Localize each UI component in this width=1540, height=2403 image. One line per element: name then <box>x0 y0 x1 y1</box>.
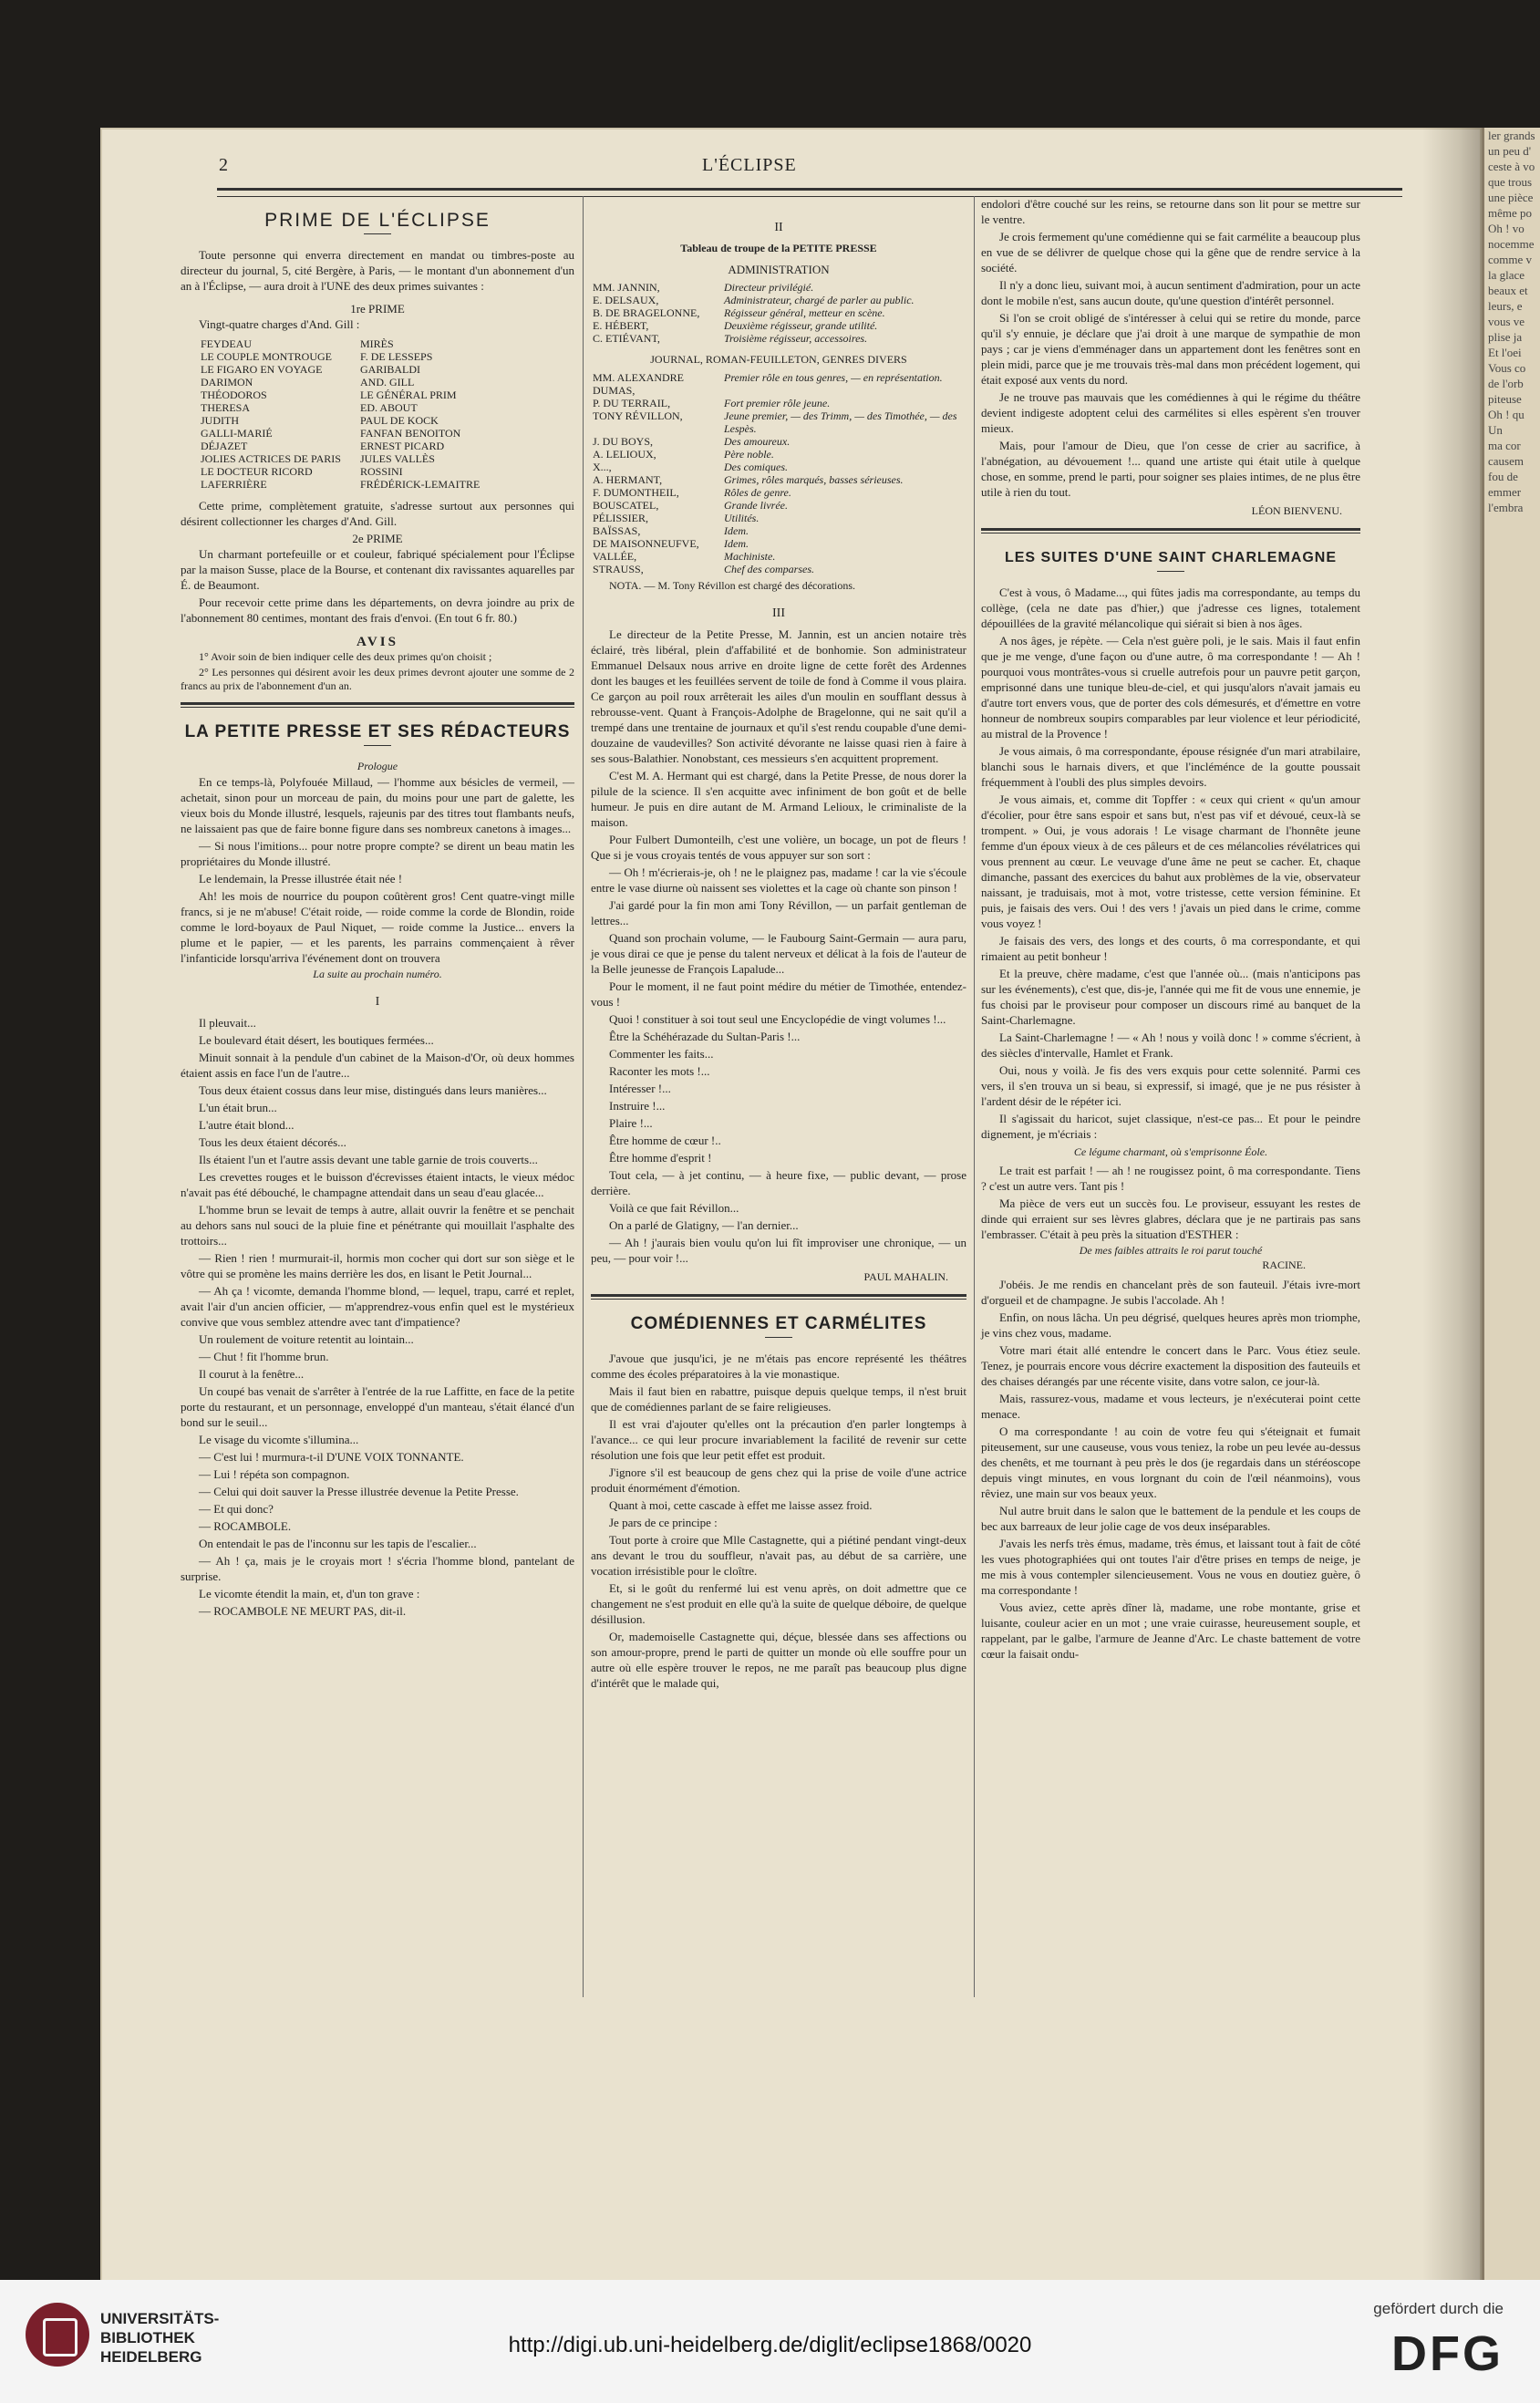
para: C'est M. A. Hermant qui est chargé, dans la Petite Presse, de nous dorer la pilule de la science. Il s'en acquitte avec infiniment de bon goût et de belle humeur. Je puis en dire autant de M. Armand Lelioux, le criminaliste de la maison. <box>591 769 966 829</box>
caricature-name: JUDITH <box>201 414 239 427</box>
verse-line: Être homme de cœur !.. <box>609 1134 721 1147</box>
para: Or, mademoiselle Castagnette qui, déçue, blessée dans ses affections ou son amour-propre, prend le parti de quitter un monde où elle souffre pour un autre où elle espère trouver le repos, ne me paraît pas beaucoup plus digne d'intérêt que le malade qui, <box>591 1630 966 1690</box>
caricature-name: DÉJAZET <box>201 440 248 452</box>
story-line: — ROCAMBOLE NE MEURT PAS, dit-il. <box>199 1604 407 1618</box>
cast-role: Directeur privilégié. <box>724 281 814 294</box>
caricature-name: JOLIES ACTRICES DE PARIS <box>201 452 341 465</box>
caricature-name: GARIBALDI <box>360 363 420 376</box>
neighbor-text: ma cor <box>1488 439 1521 452</box>
prologue-p3: Le lendemain, la Presse illustrée était née ! <box>199 872 403 886</box>
story-line: L'un était brun... <box>199 1101 277 1114</box>
cast-name: TONY RÉVILLON, <box>593 409 683 422</box>
caricature-name: ERNEST PICARD <box>360 440 445 452</box>
column-rule <box>974 196 975 1997</box>
para: Nul autre bruit dans le salon que le battement de la pendule et les coups de bec aux barreaux de leur jolie cage de vos deux inséparables. <box>981 1504 1360 1533</box>
chapter-number: II <box>774 221 783 234</box>
para: Je crois fermement qu'une comédienne qui se fait carmélite a beaucoup plus en vue de se délivrer de quelque chose qui la gêne que de rendre service à la société. <box>981 230 1360 274</box>
para: Tout cela, — à jet continu, — à heure fixe, — public devant, — prose derrière. <box>591 1168 966 1197</box>
para: Si l'on se croit obligé de s'intéresser à celui qui se retire du monde, parce qu'il s'y ennuie, je déclare que j'ai droit à une marque de sympathie de mon pays ; car je viens d'emménager dans un appartement dont les fenêtres sont en plein midi, parce que je me trouvais très-mal dans mon précédent logement, qui était exposé aux vents du nord. <box>981 311 1360 387</box>
cast-role: Chef des comparses. <box>724 563 814 575</box>
cast-name: MM. ALEXANDRE DUMAS, <box>593 371 685 397</box>
neighbor-text: que trous <box>1488 175 1533 189</box>
section-rule <box>181 707 574 708</box>
cast-role: Idem. <box>724 537 749 550</box>
para: Je pars de ce principe : <box>609 1516 718 1529</box>
neighbor-text: un peu d' <box>1488 144 1532 158</box>
chapter-number: I <box>375 995 380 1009</box>
cast-role: Grimes, rôles marqués, basses sérieuses. <box>724 473 904 486</box>
cast-name: BOUSCATEL, <box>593 499 659 512</box>
cast-row <box>591 550 966 563</box>
cast-name: P. DU TERRAIL, <box>593 397 671 409</box>
story-line: Tous deux étaient cossus dans leur mise, distingués dans leurs manières... <box>199 1083 547 1097</box>
binding-shadow <box>1422 128 1484 2280</box>
para: Le directeur de la Petite Presse, M. Jannin, est un ancien notaire très éclairé, très libéral, plein d'affabilité et de bonhomie. Son administrateur Emmanuel Delsaux nous arrive en droite ligne de cette forêt des Ardennes dont les bauges et les feuillées servent de toile de fond à Comme il vous plaira. Ce garçon au poil roux arrêterait les ailes d'un moulin en soufflant dessus à rebrousse-vent. Quant à François-Adolphe de Bragelonne, qui ne sait qu'il a trempé dans une trentaine de journaux et qu'il s'est rendu coupable d'une demi-douzaine de vaudevilles? Son activité dévorante ne laisse quasi rien à faire à ses sous-Balathier. Nonobstant, ces messieurs s'en acquittent proprement. <box>591 627 966 765</box>
cast-name: MM. JANNIN, <box>593 281 660 294</box>
para: Ma pièce de vers eut un succès fou. Le proviseur, essuyant les restes de dinde qui erraient sur ses lèvres glabres, déclara que je ne partirais pas sans l'embrasser. C'était à peu près la situation d'ESTHER : <box>981 1196 1360 1241</box>
verse-line: Plaire !... <box>609 1116 653 1130</box>
suites-title: LES SUITES D'UNE SAINT CHARLEMAGNE <box>1004 550 1338 565</box>
para: Pour Fulbert Dumonteilh, c'est une volière, un bocage, un pot de fleurs ! Que si je vous croyais tentés de vous appuyer sur son sort : <box>591 833 966 862</box>
neighbor-text: de l'orb <box>1488 377 1524 390</box>
cast-name: A. LELIOUX, <box>593 448 656 461</box>
caricature-name: GALLI-MARIÉ <box>201 427 273 440</box>
story-line: Tous les deux étaient décorés... <box>199 1135 346 1149</box>
neighbor-text: Un <box>1488 423 1503 437</box>
neighbor-text: piteuse <box>1488 392 1522 406</box>
story-line: — Chut ! fit l'homme brun. <box>199 1350 329 1363</box>
caricature-name: FEYDEAU <box>201 337 252 350</box>
para: On a parlé de Glatigny, — l'an dernier... <box>609 1218 799 1232</box>
neighbor-text: nocemme <box>1488 237 1535 251</box>
para: Quand son prochain volume, — le Faubourg Saint-Germain — aura paru, je vous dirai ce que je pense du talent nerveux et délicat à la fois de l'auteur de la Belle jeunesse de François Lapalude... <box>591 931 966 976</box>
cast-name: C. ETIÉVANT, <box>593 332 660 345</box>
caricature-names <box>201 337 574 491</box>
caricature-name: FANFAN BENOITON <box>360 427 461 440</box>
cast-role: Père noble. <box>724 448 774 461</box>
chapter-number: III <box>772 606 785 620</box>
prologue-p1: En ce temps-là, Polyfouée Millaud, — l'homme aux bésicles de vermeil, — achetait, sinon pour un morceau de pain, du moins pour une part de galette, les vieux bois du Monde illustré, lesquels, rajeunis par des titres tout flambants neufs, ne laissaient pas que de faire bonne figure dans ses nombreux canetons à images... <box>181 775 574 835</box>
para: Il s'agissait du haricot, sujet classique, n'est-ce pas... Et pour le peindre dignement, je m'écriais : <box>981 1112 1360 1141</box>
para: Et, si le goût du renfermé lui est venu après, on doit admettre que ce changement ne s'est produit en elle qu'à la suite de quelque déboire, de quelque désillusion. <box>591 1581 966 1626</box>
names-right <box>360 337 520 491</box>
verse-line: Être homme d'esprit ! <box>609 1151 712 1165</box>
section-rule <box>181 702 574 705</box>
divider <box>765 1337 792 1338</box>
caricature-name: JULES VALLÈS <box>360 452 435 465</box>
column-3 <box>981 196 1360 1663</box>
para: J'ai gardé pour la fin mon ami Tony Révillon, — un parfait gentleman de lettres... <box>591 898 966 927</box>
cast-name: X..., <box>593 461 612 473</box>
funding-note: gefördert durch die <box>1373 2300 1504 2317</box>
story-line: Il pleuvait... <box>199 1016 256 1030</box>
verse-line: Instruire !... <box>609 1099 666 1113</box>
story-line: L'homme brun se levait de temps à autre, allait ouvrir la fenêtre et se penchait au dehors sans nul souci de la pluie fine et pénétrante qui mouillait l'asphalte des trottoirs... <box>181 1203 574 1248</box>
para: Tout porte à croire que Mlle Castagnette, qui a piétiné pendant vingt-deux ans devant le trou du souffleur, n'avait pas, au début de sa carrière, une vocation irrésistible pour le cloître. <box>591 1533 966 1578</box>
para: Je ne trouve pas mauvais que les comédiennes à qui le régime du théâtre devient indigeste adoptent celui des carmélites si elles espèrent s'en trouver mieux. <box>981 390 1360 435</box>
neighbor-text: Et l'oei <box>1488 346 1522 359</box>
para: J'obéis. Je me rendis en chancelant près de son fauteuil. J'étais ivre-mort d'orgueil et de champagne. Je subis l'accolade. Ah ! <box>981 1278 1360 1307</box>
story-line: Le visage du vicomte s'illumina... <box>199 1433 359 1446</box>
story-line: L'autre était blond... <box>199 1118 295 1132</box>
neighbor-text: une pièce <box>1488 191 1534 204</box>
story-line: — ROCAMBOLE. <box>199 1519 292 1533</box>
caricature-name: THÉODOROS <box>201 388 267 401</box>
admin-table <box>591 281 966 345</box>
cast-row <box>591 371 966 397</box>
divider <box>1157 571 1184 572</box>
cast-role: Machiniste. <box>724 550 776 563</box>
neighbor-text: leurs, e <box>1488 299 1523 313</box>
story-line: — Et qui donc? <box>199 1502 274 1516</box>
cast-role: Des amoureux. <box>724 435 791 448</box>
cast-name: STRAUSS, <box>593 563 644 575</box>
cast-role: Troisième régisseur, accessoires. <box>724 332 868 345</box>
viewer-footer <box>0 2280 1540 2403</box>
library-name: UNIVERSITÄTS- BIBLIOTHEK HEIDELBERG <box>100 2310 220 2366</box>
author-signature: LÉON BIENVENU. <box>1251 504 1342 517</box>
prologue-heading: Prologue <box>357 760 398 772</box>
neighbor-text: beaux et <box>1488 284 1528 297</box>
page-number: 2 <box>219 155 228 175</box>
cast-row <box>591 524 966 537</box>
verse-attribution: RACINE. <box>1262 1258 1306 1271</box>
cast-role: Premier rôle en tous genres, — en représentation. <box>724 371 943 384</box>
para: Il n'y a donc lieu, suivant moi, à aucun sentiment d'admiration, pour un acte dont le mobile n'est, sans aucun doute, qu'une question d'intérêt personnel. <box>981 278 1360 307</box>
tableau-title: Tableau de troupe de la PETITE PRESSE <box>680 242 877 254</box>
caricature-name: F. DE LESSEPS <box>360 350 433 363</box>
cast-name: A. HERMANT, <box>593 473 663 486</box>
para: Je faisais des vers, des longs et des courts, ô ma correspondante, et qui rimaient au petit bonheur ! <box>981 934 1360 963</box>
para: Mais il faut bien en rabattre, puisque depuis quelque temps, il n'est bruit que de comédiennes parlant de se faire religieuses. <box>591 1384 966 1414</box>
story-line: Le vicomte étendit la main, et, d'un ton grave : <box>199 1587 420 1600</box>
caricature-name: FRÉDÉRICK-LEMAITRE <box>360 478 481 491</box>
cast-row <box>591 448 966 461</box>
prime1-intro: Vingt-quatre charges d'And. Gill : <box>199 317 360 331</box>
para: Mais, rassurez-vous, madame et vous lecteurs, je n'exécuterai point cette menace. <box>981 1392 1360 1421</box>
section-rule <box>591 1294 966 1297</box>
para: J'ignore s'il est beaucoup de gens chez qui la prise de voile d'une actrice produit énormément d'émotion. <box>591 1466 966 1495</box>
divider <box>364 745 391 746</box>
para: Quoi ! constituer à soi tout seul une Encyclopédie de vingt volumes !... <box>609 1012 946 1026</box>
neighbor-text: ceste à vo <box>1488 160 1535 173</box>
journal-title: L'ÉCLIPSE <box>702 155 797 175</box>
cast-table <box>591 371 966 575</box>
avis-1: 1° Avoir soin de bien indiquer celle des deux primes qu'on choisit ; <box>199 650 492 663</box>
verse-line: Raconter les mots !... <box>609 1064 710 1078</box>
cast-role: Idem. <box>724 524 749 537</box>
para: J'avoue que jusqu'ici, je ne m'étais pas encore représenté les théâtres comme des écoles préparatoires à la vie monastique. <box>591 1352 966 1381</box>
para: C'est à vous, ô Madame..., qui fûtes jadis ma correspondante, au temps du collège, (cela ne date pas d'hier,) que j'adresse ces lignes, totalement dépouillées de la gravité mélancolique qui siérait si bien à nos âges. <box>981 585 1360 630</box>
story-line: — Ah ça ! vicomte, demanda l'homme blond, — lequel, trapu, carré et replet, avait l'air d'un ancien officier, — m'apprendrez-vous enfin quel est le mystérieux convive que vous semblez attendre avec tant d'impatience? <box>181 1284 574 1329</box>
para: — Oh ! m'écrierais-je, oh ! ne le plaignez pas, madame ! car la vie s'écoule entre le vase diurne où naissent ses violettes et la cage où chante son pinson ! <box>591 865 966 895</box>
prime1-head: 1re PRIME <box>350 302 405 316</box>
story-line: Les crevettes rouges et le buisson d'écrevisses étaient intacts, le vieux médoc n'avait pas été débouché, le champagne attendait dans un seau d'eau glacée... <box>181 1170 574 1199</box>
para: — Ah ! j'aurais bien voulu qu'on lui fît improviser une chronique, — un peu, — pour voir !... <box>591 1236 966 1265</box>
comediennes-title: COMÉDIENNES ET CARMÉLITES <box>630 1314 927 1333</box>
cast-name: VALLÉE, <box>593 550 637 563</box>
neighbor-text: Oh ! vo <box>1488 222 1524 235</box>
caricature-name: LE FIGARO EN VOYAGE <box>201 363 323 376</box>
petite-presse-title: LA PETITE PRESSE ET SES RÉDACTEURS <box>184 722 571 741</box>
para: Vous aviez, cette après dîner là, madame, une robe montante, grise et luisante, couleur acier en un mot ; une vraie cuirasse, heureusement souple, et rappelant, par le galbe, l'armure de Jeanne d'Arc. Le chaste battement de votre cœur la faisait ondu- <box>981 1600 1360 1661</box>
para: Pour le moment, il ne faut point médire du métier de Timothée, entendez-vous ! <box>591 979 966 1009</box>
verse-line: Intéresser !... <box>609 1082 671 1095</box>
neighbor-text: causem <box>1488 454 1524 468</box>
cast-row <box>591 486 966 499</box>
story-line: On entendait le pas de l'inconnu sur les tapis de l'escalier... <box>199 1537 477 1550</box>
prime2-text2: Pour recevoir cette prime dans les départements, on devra joindre au prix de l'abonnement 80 centimes, montant des frais d'envoi. (En tout 6 fr. 80.) <box>181 596 574 625</box>
neighbor-text: la glace <box>1488 268 1525 282</box>
story-line: — Lui ! répéta son compagnon. <box>199 1467 350 1481</box>
avis-title: AVIS <box>357 635 398 649</box>
para: Votre mari était allé entendre le concert dans le Parc. Vous étiez seule. Tenez, je pourrais encore vous décrire exactement la disposition des fauteuils et des chaises dérangés par une récente visite, dans votre salon, ce jour-là. <box>981 1343 1360 1388</box>
section-rule <box>591 1299 966 1300</box>
prime-title: PRIME DE L'ÉCLIPSE <box>264 210 491 231</box>
caricature-name: THERESA <box>201 401 250 414</box>
prologue-p4: Ah! les mois de nourrice du poupon coûtèrent gros! Cent quatre-vingt mille francs, si je ne m'abuse! C'était roide, — roide comme la corde de Blondin, roide comme le lord-boyaux de Paul Niquet, — roide comme la Justice... envers la plume et le papier, — et les parents, les parrains commençaient à rêver l'infanticide lorsqu'arriva l'événement dont on trouvera <box>181 889 574 965</box>
nota: NOTA. — M. Tony Révillon est chargé des décorations. <box>609 579 856 592</box>
prime2-head: 2e PRIME <box>352 532 403 545</box>
verse-line: Être la Schéhérazade du Sultan-Paris !... <box>609 1030 801 1043</box>
para: Oui, nous y voilà. Je fis des vers exquis pour cette solennité. Parmi ces vers, il s'en trouva un si beau, si expressif, si imagé, que je ne pus résister à l'ardent désir de le répéter ici. <box>981 1063 1360 1108</box>
para: Voilà ce que fait Révillon... <box>609 1201 739 1215</box>
caricature-name: AND. GILL <box>360 376 415 388</box>
verse-quote: De mes faibles attraits le roi parut touché <box>1079 1244 1263 1257</box>
column-1 <box>181 196 574 1621</box>
para: Il est vrai d'ajouter qu'elles ont la précaution d'en parler longtemps à l'avance... ce qui leur procure invariablement la facilité de revenir sur cette résolution une fois que leur petit effet est produit. <box>591 1417 966 1462</box>
cast-name: J. DU BOYS, <box>593 435 654 448</box>
column-rule <box>583 196 584 1997</box>
story-line: Minuit sonnait à la pendule d'un cabinet de la Maison-d'Or, où deux hommes étaient assis en face l'un de l'autre... <box>181 1051 574 1080</box>
para: endolori d'être couché sur les reins, se retourne dans son lit pour se mettre sur le ventre. <box>981 197 1360 226</box>
para: O ma correspondante ! au coin de votre feu qui s'éteignait et fumait piteusement, sur une causeuse, vous vous teniez, la robe un peu levée au-dessus des chenêts, et me tournant à peu près le dos (je regardais dans un stéréoscope depuis vingt minutes, en vous lorgnant du coin de l'œil néanmoins), vous rêviez, une main sur vos beaux yeux. <box>981 1424 1360 1500</box>
adjacent-page-edge <box>1482 128 1540 2280</box>
cast-role: Rôles de genre. <box>724 486 791 499</box>
page-header <box>219 155 1404 182</box>
neighbor-text: Vous co <box>1488 361 1526 375</box>
neighbor-text: ler grands <box>1488 129 1535 142</box>
para: Je vous aimais, et, comme dit Topffer : « ceux qui crient « qu'un amour d'écolier, pour être sans espoir et sans but, n'est pas vif et dévoué, ceux-là se trompent. » Oui, je vous adorais ! Le visage charmant de l'honnête jeune femme d'un époux vieux à de ces pâleurs et de ces mélancolies révélatrices qui vous prennent au cœur. Le veuvage d'une âme ne peut se cacher. Et, chaque dimanche, passant des exercices du bahut aux problèmes de la vie, observateur naissant, je traduisais, mot à mot, votre tristesse, cette version féminine. Et puis, je faisais des vers. Oui ! des vers ! j'avais un pied dans le crime, comme vous voyez ! <box>981 792 1360 930</box>
prime1-text: Cette prime, complètement gratuite, s'adresse surtout aux personnes qui désirent collectionner les charges d'And. Gill. <box>181 499 574 528</box>
cast-role: Fort premier rôle jeune. <box>724 397 831 409</box>
source-url[interactable]: http://digi.ub.uni-heidelberg.de/diglit/eclipse1868/0020 <box>508 2333 1032 2357</box>
cast-row <box>591 563 966 575</box>
section-rule <box>981 528 1360 531</box>
neighbor-text: plise ja <box>1488 330 1523 344</box>
story-line: — Rien ! rien ! murmurait-il, hormis mon cocher qui dort sur son siège et le vôtre qui se promène les mains derrière les dos, en lisant le Petit Journal... <box>181 1251 574 1280</box>
neighbor-text: vous ve <box>1488 315 1525 328</box>
cast-row <box>591 409 966 435</box>
admin-heading: ADMINISTRATION <box>728 263 830 276</box>
cast-role: Deuxième régisseur, grande utilité. <box>724 319 878 332</box>
caricature-name: LAFERRIÈRE <box>201 478 267 491</box>
cast-row <box>591 332 966 345</box>
story-line: Le boulevard était désert, les boutiques fermées... <box>199 1033 434 1047</box>
prime2-text: Un charmant portefeuille or et couleur, fabriqué spécialement pour l'Éclipse par la maison Susse, place de la Bourse, et contenant dix ravissantes aquarelles par É. de Beaumont. <box>181 547 574 592</box>
cast-row <box>591 461 966 473</box>
para: Quant à moi, cette cascade à effet me laisse assez froid. <box>609 1498 873 1512</box>
cast-name: F. DUMONTHEIL, <box>593 486 679 499</box>
names-left <box>201 337 360 491</box>
cast-role: Jeune premier, — des Trimm, — des Timothée, — des Lespès. <box>724 409 957 435</box>
para: La Saint-Charlemagne ! — « Ah ! nous y voilà donc ! » comme s'écrient, à des siècles d'intervalle, Hamlet et Frank. <box>981 1031 1360 1060</box>
story-line: Il courut à la fenêtre... <box>199 1367 305 1381</box>
cast-name: PÉLISSIER, <box>593 512 649 524</box>
cast-row <box>591 319 966 332</box>
cast-row <box>591 537 966 550</box>
cast-row <box>591 435 966 448</box>
prologue-suite: La suite au prochain numéro. <box>313 968 442 980</box>
caricature-name: ROSSINI <box>360 465 403 478</box>
story-line: — C'est lui ! murmura-t-il D'UNE VOIX TONNANTE. <box>199 1450 464 1464</box>
cast-row <box>591 499 966 512</box>
column-2 <box>591 196 966 1693</box>
cast-name: E. HÉBERT, <box>593 319 649 332</box>
prime-intro: Toute personne qui enverra directement en mandat ou timbres-poste au directeur du journal, 5, cité Bergère, à Paris, — le montant d'un abonnement d'un an à l'Éclipse, — aura droit à l'UNE des deux primes suivantes : <box>181 248 574 293</box>
prologue-p2: — Si nous l'imitions... pour notre propre compte? se dirent un beau matin les propriétaires du Monde illustré. <box>181 839 574 868</box>
cast-row <box>591 294 966 306</box>
caricature-name: ED. ABOUT <box>360 401 418 414</box>
story-line: Un roulement de voiture retentit au lointain... <box>199 1332 414 1346</box>
neighbor-text: fou de <box>1488 470 1518 483</box>
verse-quote: Ce légume charmant, où s'emprisonne Éole. <box>1073 1145 1268 1158</box>
caricature-name: LE GÉNÉRAL PRIM <box>360 388 457 401</box>
neighbor-text: Oh ! qu <box>1488 408 1524 421</box>
neighbor-text: l'embra <box>1488 501 1524 514</box>
cast-role: Régisseur général, metteur en scène. <box>724 306 885 319</box>
cast-role: Des comiques. <box>724 461 788 473</box>
cast-name: B. DE BRAGELONNE, <box>593 306 700 319</box>
cast-role: Grande livrée. <box>724 499 788 512</box>
neighbor-text: comme v <box>1488 253 1533 266</box>
caricature-name: LE DOCTEUR RICORD <box>201 465 313 478</box>
dfg-logo: DFG <box>1391 2326 1504 2381</box>
story-line: Ils étaient l'un et l'autre assis devant une table garnie de trois couverts... <box>199 1153 538 1166</box>
neighbor-text: emmer <box>1488 485 1522 499</box>
caricature-name: DARIMON <box>201 376 253 388</box>
cast-row <box>591 473 966 486</box>
divider <box>364 233 391 234</box>
cast-role: Utilités. <box>724 512 760 524</box>
para: Mais, pour l'amour de Dieu, que l'on cesse de crier au sacrifice, à l'abnégation, au dévouement !... quand une artiste qui était utile à quelque chose, en somme, prend le parti, pour soigner ses plaies intimes, de ne plus être utile à rien du tout. <box>981 439 1360 499</box>
story-line: — Celui qui doit sauver la Presse illustrée devenue la Petite Presse. <box>199 1485 519 1498</box>
cast-row <box>591 281 966 294</box>
journal-heading: JOURNAL, ROMAN-FEUILLETON, GENRES DIVERS <box>650 353 907 366</box>
neighbor-text: même po <box>1488 206 1533 220</box>
cast-name: E. DELSAUX, <box>593 294 659 306</box>
author-signature: PAUL MAHALIN. <box>863 1270 948 1283</box>
cast-row <box>591 397 966 409</box>
cast-name: DE MAISONNEUFVE, <box>593 537 699 550</box>
caricature-name: MIRÈS <box>360 337 394 350</box>
caricature-name: LE COUPLE MONTROUGE <box>201 350 332 363</box>
story-line: Un coupé bas venait de s'arrêter à l'entrée de la rue Laffitte, en face de la petite porte du restaurant, et un personnage, enveloppé d'un manteau, s'était élancé d'un bond sur le seuil... <box>181 1384 574 1429</box>
cast-row <box>591 306 966 319</box>
caricature-name: PAUL DE KOCK <box>360 414 439 427</box>
cast-name: BAÏSSAS, <box>593 524 641 537</box>
verse-line: Commenter les faits... <box>609 1047 714 1061</box>
para: Je vous aimais, ô ma correspondante, épouse résignée d'un mari atrabilaire, blanchi sous le harnais divers, et que l'incléménce de la goutte poussait fréquemment à l'oubli des plus simples devoirs. <box>981 744 1360 789</box>
para: Enfin, on nous lâcha. Un peu dégrisé, quelques heures après mon triomphe, je vins chez vous, madame. <box>981 1310 1360 1340</box>
para: Le trait est parfait ! — ah ! ne rougissez point, ô ma correspondante. Tiens ? c'est un autre vers. Tant pis ! <box>981 1164 1360 1193</box>
cast-role: Administrateur, chargé de parler au public. <box>724 294 915 306</box>
para: Et la preuve, chère madame, c'est que l'année où... (mais n'anticipons pas sur les événements), c'est que, dis-je, l'année qui me fit de vous une ennemie, je fus choisi par le proviseur pour composer un discours rimé au banquet de la Saint-Charlemagne. <box>981 967 1360 1027</box>
para: J'avais les nerfs très émus, madame, très émus, et laissant tout à fait de côté les vues photographiées qui ont toutes l'air d'être prises en temps de neige, je me mis à vous contempler silencieusement. Vous ne vous en doutiez guère, ô ma correspondante ! <box>981 1537 1360 1597</box>
para: A nos âges, je répète. — Cela n'est guère poli, je le sais. Mais il faut enfin que je me venge, d'une façon ou d'une autre, ô ma correspondante ! — Ah ! pourquoi vous montrâtes-vous si cruelle autrefois pour un pauvre petit garçon, emprisonné dans une tunique bleu-de-ciel, et qui jusqu'alors n'avait jamais eu d'autre tort envers vous, que de porter des cols démesurés, et d'émettre en votre honneur de nombreux soupirs comparables par leur violence et leur périodicité, au mistral de la Provence ! <box>981 634 1360 741</box>
cast-row <box>591 512 966 524</box>
story-line: — Ah ! ça, mais je le croyais mort ! s'écria l'homme blond, pantelant de surprise. <box>181 1554 574 1583</box>
avis-2: 2° Les personnes qui désirent avoir les deux primes devront ajouter une somme de 2 francs au prix de l'abonnement d'un an. <box>181 666 574 692</box>
